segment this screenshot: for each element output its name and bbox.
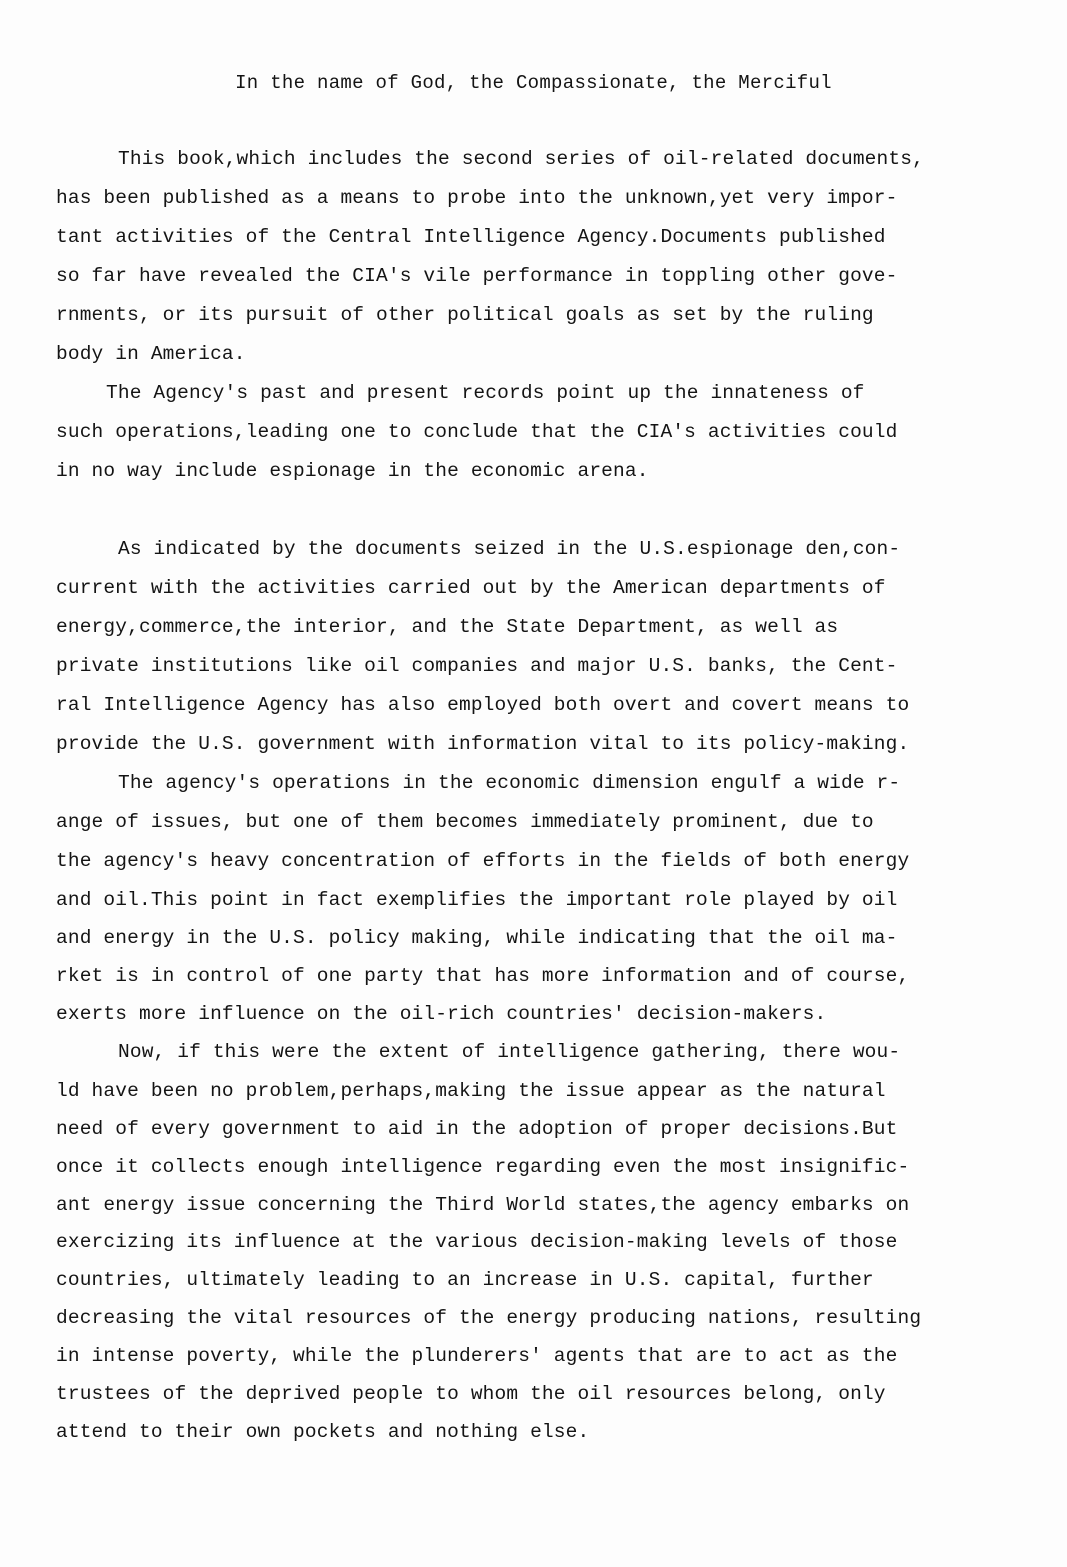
text-line: current with the activities carried out by the American departments of (56, 577, 886, 599)
text-line: tant activities of the Central Intelligence Agency.Documents published (56, 226, 886, 248)
text-line: has been published as a means to probe into the unknown,yet very impor- (56, 187, 898, 209)
page-heading: In the name of God, the Compassionate, the Merciful (235, 72, 832, 94)
text-line: trustees of the deprived people to whom the oil resources belong, only (56, 1383, 886, 1405)
text-line: and energy in the U.S. policy making, while indicating that the oil ma- (56, 927, 898, 949)
text-line: attend to their own pockets and nothing else. (56, 1421, 590, 1443)
text-line: need of every government to aid in the adoption of proper decisions.But (56, 1118, 898, 1140)
text-line: provide the U.S. government with information vital to its policy-making. (56, 733, 910, 755)
text-line: exercizing its influence at the various decision-making levels of those (56, 1231, 898, 1253)
text-line: so far have revealed the CIA's vile performance in toppling other gove- (56, 265, 898, 287)
text-line: once it collects enough intelligence regarding even the most insignific- (56, 1156, 910, 1178)
text-line: The agency's operations in the economic dimension engulf a wide r- (118, 772, 901, 794)
text-line: ld have been no problem,perhaps,making the issue appear as the natural (56, 1080, 886, 1102)
text-line: energy,commerce,the interior, and the State Department, as well as (56, 616, 839, 638)
text-line: ange of issues, but one of them becomes immediately prominent, due to (56, 811, 874, 833)
text-line: and oil.This point in fact exemplifies the important role played by oil (56, 889, 898, 911)
text-line: decreasing the vital resources of the energy producing nations, resulting (56, 1307, 922, 1329)
text-line: private institutions like oil companies and major U.S. banks, the Cent- (56, 655, 898, 677)
text-line: body in America. (56, 343, 246, 365)
text-line: rnments, or its pursuit of other political goals as set by the ruling (56, 304, 874, 326)
text-line: in intense poverty, while the plunderers' agents that are to act as the (56, 1345, 898, 1367)
text-line: Now, if this were the extent of intelligence gathering, there wou- (118, 1041, 901, 1063)
text-line: ant energy issue concerning the Third World states,the agency embarks on (56, 1194, 910, 1216)
text-line: As indicated by the documents seized in the U.S.espionage den,con- (118, 538, 901, 560)
text-line: the agency's heavy concentration of efforts in the fields of both energy (56, 850, 910, 872)
text-line: This book,which includes the second series of oil-related documents, (118, 148, 924, 170)
text-line: rket is in control of one party that has more information and of course, (56, 965, 910, 987)
text-line: The Agency's past and present records point up the innateness of (106, 382, 865, 404)
text-line: such operations,leading one to conclude that the CIA's activities could (56, 421, 898, 443)
text-line: exerts more influence on the oil-rich countries' decision-makers. (56, 1003, 827, 1025)
text-line: in no way include espionage in the economic arena. (56, 460, 649, 482)
text-line: countries, ultimately leading to an increase in U.S. capital, further (56, 1269, 874, 1291)
text-line: ral Intelligence Agency has also employed both overt and covert means to (56, 694, 910, 716)
